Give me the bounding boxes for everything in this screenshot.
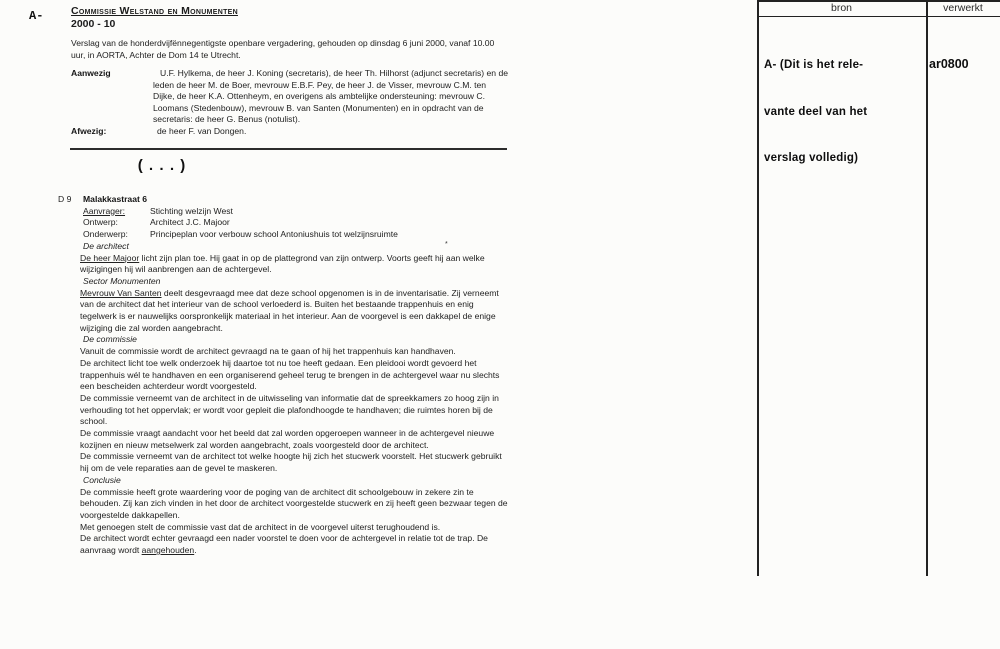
column-header-bron: bron xyxy=(830,2,852,14)
conclusie-paragraph: Met genoegen stelt de commissie vast dat de architect in de voorgevel uiterst terughoudend is. xyxy=(80,521,441,532)
commissie-paragraph: De commissie verneemt van de architect tot welke hoogte hij zich het stucwerk voorstelt. Het stucwerk gebruikt hij om de vele reparaties aan de gevel te maskeren. xyxy=(80,451,502,474)
verwerkt-code: ar0800 xyxy=(929,57,969,71)
doc-number: 2000 - 10 xyxy=(71,18,116,30)
heading-de-commissie: De commissie xyxy=(83,334,137,345)
final-paragraph xyxy=(80,533,510,556)
item-header xyxy=(58,194,510,206)
commissie-paragraph: De architect licht toe welk onderzoek hij daartoe tot nu toe heeft gedaan. Een pleidooi wordt gevoerd het trappenhuis wél te handhaven en een organiserend geheel terug te brengen in de achtergevel waar nu slechts een bescheiden achterdeur wordt voorgesteld. xyxy=(80,357,500,392)
final-period: . xyxy=(194,545,197,556)
aanwezig-row xyxy=(71,68,509,126)
afwezig-row xyxy=(71,126,509,138)
separator-rule xyxy=(70,148,507,150)
sector-paragraph xyxy=(80,288,510,335)
column-header-verwerkt: verwerkt xyxy=(943,2,983,14)
attendance-block xyxy=(71,68,509,137)
agenda-item-d9 xyxy=(58,194,510,557)
afwezig-label: Afwezig: xyxy=(71,125,107,136)
bron-typewritten-note xyxy=(764,27,867,198)
intro-paragraph: Verslag van de honderdvijfënnegentigste openbare vergadering, gehouden op dinsdag 6 juni 2000, vanaf 10.00 uur, in AORTA, Achter de Dom 14 te Utrecht. xyxy=(71,38,495,60)
heading-sector-monumenten: Sector Monumenten xyxy=(83,275,161,286)
routing-table-header-border xyxy=(757,16,1000,17)
bron-note-line: vante deel van het xyxy=(764,105,868,118)
document-header xyxy=(71,5,238,30)
omission-mark: (...) xyxy=(136,158,189,175)
architect-name: De heer Majoor xyxy=(80,252,140,263)
item-code: D 9 xyxy=(58,194,72,204)
onderwerp-label: Onderwerp: xyxy=(83,229,128,240)
architect-text: licht zijn plan toe. Hij gaat in op de plattegrond van zijn ontwerp. Voorts geeft hij aan welke wijzigingen hij wil aanbrengen aan de achtergevel. xyxy=(80,252,485,275)
item-title: Malakkastraat 6 xyxy=(83,194,148,204)
sector-speaker-name: Mevrouw Van Santen xyxy=(80,287,162,298)
ink-speck: * xyxy=(445,241,448,248)
aanvrager-value: Stichting welzijn West xyxy=(150,205,233,216)
onderwerp-value: Principeplan voor verbouw school Antoniushuis tot welzijnsruimte xyxy=(150,229,398,240)
org-title: Commissie Welstand en Monumenten xyxy=(71,5,238,17)
commissie-paragraph: Vanuit de commissie wordt de architect gevraagd na te gaan of hij het trappenhuis kan handhaven. xyxy=(80,346,456,357)
commissie-paragraph: De commissie vraagt aandacht voor het beeld dat zal worden opgeroepen wanneer in de achtergevel nieuwe kozijnen en nieuw metselwerk zal worden aangebracht, zoals voorgesteld door de architect. xyxy=(80,428,495,450)
heading-de-architect: De architect xyxy=(83,240,129,251)
aanwezig-value: U.F. Hylkema, de heer J. Koning (secretaris), de heer Th. Hilhorst (adjunct secretaris) en de leden de heer M. de Boer, mevrouw E.B.F. Pey, de heer J. de Visser, mevrouw C.M. ten Dijke, de heer K.A. Ottenheym, en overigens als ambtelijke ondersteuning: mevrouw C. Loomans (Stedenbouw), mevrouw B. van Santen (Monumenten) en in opdracht van de secretaris: de heer G. Benus (notulist). xyxy=(153,68,509,124)
routing-table-column-divider xyxy=(926,0,928,576)
ontwerp-label: Ontwerp: xyxy=(83,217,118,228)
field-onderwerp xyxy=(58,229,510,241)
commissie-paragraph: De commissie verneemt van de architect in de uitwisseling van informatie dat de spreekkamers zo hoog zijn in verhouding tot het oppervlak; er wordt voor gepleit die plafondhoogde te handhaven; die ruimtes horen bij de school. xyxy=(80,392,499,427)
bron-note-line: verslag volledig) xyxy=(764,152,859,164)
afwezig-value: de heer F. van Dongen. xyxy=(157,125,247,136)
heading-conclusie: Conclusie xyxy=(83,474,121,485)
final-text: De architect wordt echter gevraagd een nader voorstel te doen voor de achtergevel in relatie tot de trap. De aanvraag wordt xyxy=(80,533,488,556)
routing-table-left-border xyxy=(757,0,759,576)
field-ontwerp xyxy=(58,217,510,229)
field-aanvrager xyxy=(58,206,510,218)
decision-word: aangehouden xyxy=(141,545,195,556)
bron-note-line: A- (Dit is het rele- xyxy=(764,59,864,71)
architect-paragraph xyxy=(80,253,510,276)
sector-text: deelt desgevraagd mee dat deze school opgenomen is in de inventarisatie. Zij verneemt van de architect dat het interieur van de school verloederd is. Buiten het bestaande trappenhuis en enig tegelwerk is er nauwelijks oorspronkelijk materiaal in het interieur. Aan de voorgevel is een dakkapel de enige wijziging die zal worden aangebracht. xyxy=(80,287,499,333)
corner-annotation: A- xyxy=(29,9,44,23)
ontwerp-value: Architect J.C. Majoor xyxy=(150,217,230,228)
conclusie-paragraph: De commissie heeft grote waardering voor de poging van de architect dit schoolgebouw in zekere zin te behouden. Zij kan zich vinden in het door de architect voorgestelde stucwerk en zij heeft geen bezwaar tegen de voorgestelde dakkapellen. xyxy=(80,486,508,520)
aanwezig-label: Aanwezig xyxy=(71,68,111,78)
aanvrager-label: Aanvrager: xyxy=(83,205,126,216)
